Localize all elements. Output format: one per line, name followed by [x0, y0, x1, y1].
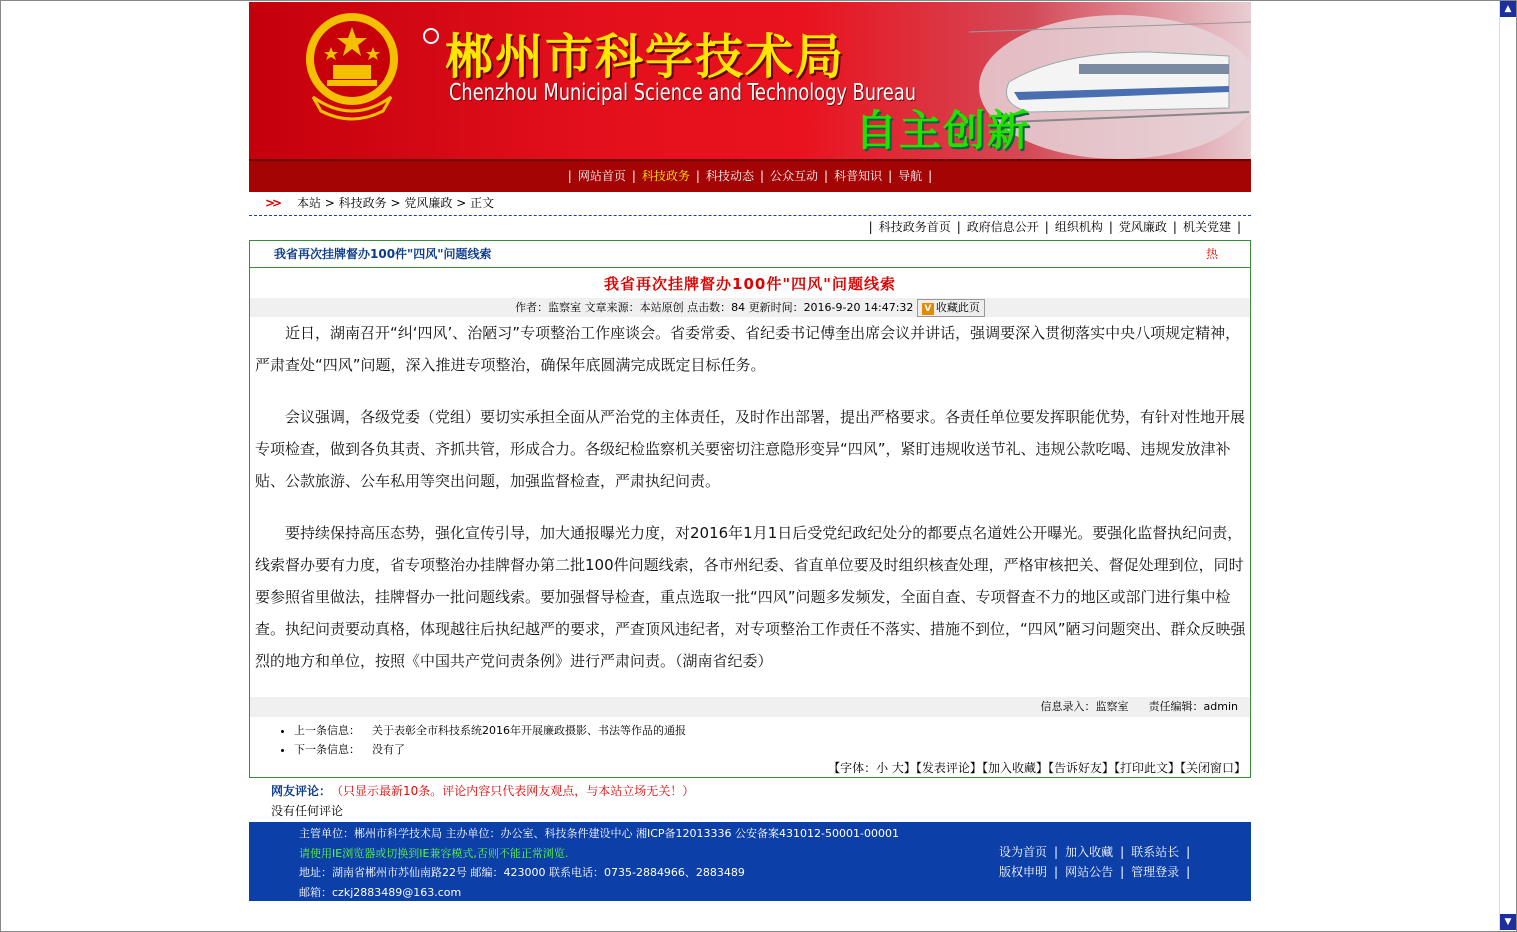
nav-item-interaction[interactable]: 公众互动 — [770, 169, 819, 183]
entry-by: 信息录入：监察室 — [1040, 700, 1129, 713]
contact-admin-link[interactable]: 联系站长 — [1131, 845, 1180, 859]
prev-next-list — [250, 717, 1250, 759]
article-box-header — [250, 241, 1250, 268]
breadcrumb-item-site[interactable]: 本站 — [296, 196, 321, 210]
next-article-value: 没有了 — [372, 743, 405, 756]
nav-item-gov-affairs[interactable]: 科技政务 — [641, 169, 690, 183]
site-title-english: Chenzhou Municipal Science and Technology Bureau — [449, 80, 917, 106]
article-tools — [250, 759, 1250, 777]
scroll-up-icon[interactable]: ▲ — [1500, 1, 1516, 17]
site-notice-link[interactable]: 网站公告 — [1065, 865, 1114, 879]
article-paragraph: 会议强调，各级党委（党组）要切实承担全面从严治党的主体责任，及时作出部署，提出严格要求。各责任单位要发挥职能优势，有针对性地开展专项检查，做到各负其责、齐抓共管，形成合力。各级纪检监察机关要密切注意隐形变异“四风”，紧盯违规收送节礼、违规公款吃喝、违规发放津补贴、公款旅游、公车私用等突出问题，加强监督检查，严肃执纪问责。 — [255, 408, 1246, 490]
article-meta-text: 作者：监察室 文章来源：本站原创 点击数：84 更新时间：2016-9-20 14:47:32 — [515, 301, 914, 314]
comments-header — [249, 778, 1251, 802]
article-box-title: 我省再次挂牌督办100件"四风"问题线索 — [274, 247, 492, 261]
breadcrumb: >> 本站 > 科技政务 > 党风廉政 > 正文 — [265, 196, 495, 210]
footer — [249, 822, 1251, 901]
hot-badge: 热 — [1205, 247, 1218, 261]
article-paragraph: 近日，湖南召开“纠‘四风’、治陋习”专项整治工作座谈会。省委常委、省纪委书记傅奎出席会议并讲话，强调要深入贯彻落实中央八项规定精神，严肃查处“四风”问题，深入推进专项整治，确保年底圆满完成既定目标任务。 — [255, 324, 1241, 374]
article-body — [250, 317, 1250, 677]
footer-info — [299, 824, 899, 902]
article-meta — [250, 298, 1250, 317]
bookmark-button[interactable]: V 收藏此页 — [917, 299, 985, 317]
footer-browser-notice: 请使用IE浏览器或切换到IE兼容模式,否则不能正常浏览. — [299, 846, 569, 860]
prev-article-link[interactable]: 关于表彰全市科技系统2016年开展廉政摄影、书法等作品的通报 — [372, 724, 686, 737]
footer-links: 设为首页 | 加入收藏 | 联系站长 | 版权申明 | 网站公告 | 管理登录 | — [999, 845, 1191, 879]
footer-address: 地址：湖南省郴州市苏仙南路22号 邮编：423000 联系电话：0735-2884966、2883489 — [299, 866, 745, 879]
decorative-ring-icon — [423, 28, 439, 44]
add-favorite-link[interactable]: 【加入收藏】 — [981, 761, 1048, 775]
editor-by: 责任编辑：admin — [1148, 700, 1238, 713]
nav-item-guide[interactable]: 导航 — [898, 169, 923, 183]
main-nav: | 网站首页 | 科技政务 | 科技动态 | 公众互动 | 科普知识 | 导航 | — [249, 159, 1251, 192]
vertical-scrollbar[interactable] — [1499, 1, 1516, 930]
comments-note: （只显示最新10条。评论内容只代表网友观点，与本站立场无关！） — [337, 784, 695, 798]
admin-login-link[interactable]: 管理登录 — [1131, 865, 1180, 879]
header-banner — [249, 2, 1251, 159]
nav-item-home[interactable]: 网站首页 — [577, 169, 626, 183]
breadcrumb-item-party-conduct[interactable]: 党风廉政 — [404, 196, 453, 210]
prev-article: • 上一条信息： 关于表彰全市科技系统2016年开展廉政摄影、书法等作品的通报 — [294, 721, 1250, 740]
comments-label: 网友评论： — [271, 784, 332, 798]
breadcrumb-item-gov-affairs[interactable]: 科技政务 — [338, 196, 387, 210]
tell-friend-link[interactable]: 【告诉好友】 — [1047, 761, 1114, 775]
sub-nav: | 科技政务首页 | 政府信息公开 | 组织机构 | 党风廉政 | 机关党建 | — [868, 220, 1241, 234]
subnav-item-party-building[interactable]: 机关党建 — [1182, 220, 1231, 234]
slogan-text: 自主创新 — [855, 106, 1032, 155]
close-window-link[interactable]: 【关闭窗口】 — [1179, 761, 1246, 775]
double-arrow-icon: >> — [265, 196, 280, 210]
footer-email: 邮箱：czkj2883489@163.com — [299, 885, 462, 899]
page-container — [249, 2, 1251, 901]
bookmark-icon: V — [922, 303, 934, 315]
subnav-item-party-conduct[interactable]: 党风廉政 — [1118, 220, 1167, 234]
post-comment-link[interactable]: 【发表评论】 — [915, 761, 982, 775]
comments-empty: 没有任何评论 — [271, 804, 344, 818]
footer-org: 主管单位：郴州市科学技术局 主办单位：办公室、科技条件建设中心 湘ICP备12013336 公安备案431012-50001-00001 — [299, 827, 899, 840]
subnav-item-info-public[interactable]: 政府信息公开 — [966, 220, 1039, 234]
article-title: 我省再次挂牌督办100件"四风"问题线索 — [604, 275, 896, 293]
article-box — [249, 240, 1251, 778]
article-signature — [250, 697, 1250, 717]
subnav-item-gov-home[interactable]: 科技政务首页 — [878, 220, 951, 234]
next-article: • 下一条信息： 没有了 — [294, 740, 1250, 759]
print-link[interactable]: 【打印此文】 — [1113, 761, 1180, 775]
article-paragraph: 要持续保持高压态势，强化宣传引导，加大通报曝光力度，对2016年1月1日后受党纪政纪处分的都要点名道姓公开曝光。要强化监督执纪问责，线索督办要有力度，省专项整治办挂牌督办第二批100件问题线索，各市州纪委、省直单位要及时组织核查处理，严格审核把关、督促处理到位，同时要参照省里做法，挂牌督办一批问题线索。要加强督导检查，重点选取一批“四风”问题多发频发，全面自查、专项督查不力的地区或部门进行集中检查。执纪问责要动真格，体现越往后执纪越严的要求，严查顶风违纪者，对专项整治工作责任不落实、措施不到位，“四风”陋习问题突出、群众反映强烈的地方和单位，按照《中国共产党问责条例》进行严肃问责。（湖南省纪委） — [255, 524, 1246, 670]
add-bookmark-link[interactable]: 加入收藏 — [1065, 845, 1114, 859]
site-title: 郴州市科学技术局 — [445, 29, 846, 85]
subnav-item-organization[interactable]: 组织机构 — [1054, 220, 1103, 234]
font-size-tool[interactable]: 【字体：小 大】 — [828, 761, 916, 775]
nav-item-news[interactable]: 科技动态 — [705, 169, 754, 183]
copyright-link[interactable]: 版权申明 — [999, 865, 1048, 879]
set-homepage-link[interactable]: 设为首页 — [999, 845, 1048, 859]
breadcrumb-item-current: 正文 — [470, 196, 495, 210]
nav-item-popular-science[interactable]: 科普知识 — [834, 169, 883, 183]
scroll-down-icon[interactable]: ▼ — [1500, 914, 1516, 930]
national-emblem-icon — [303, 7, 401, 125]
